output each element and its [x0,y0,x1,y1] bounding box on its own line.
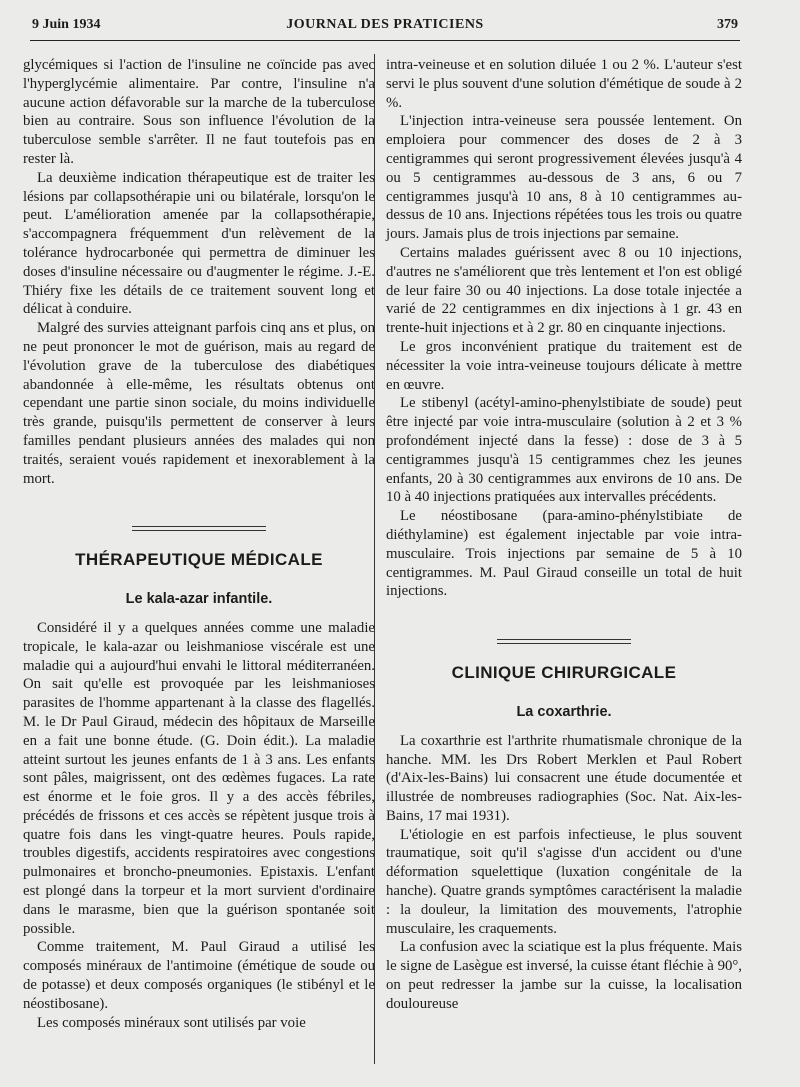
paragraph: Malgré des survies atteignant parfois cinq ans et plus, on ne peut prononcer le mot de guérison, mais au regard de l'évolution grave de la tuberculose des diabétiques abandonnée à elle-même, les résultats obtenus ont cependant une partie sinon sociale, du moins individuelle très grande, puisqu'ils permettent de conserver à leurs familles pendant plusieurs années des malades qui non traités, seraient voués rapidement et inexorablement à la mort. [23,320,375,487]
paragraph: intra-veineuse et en solution diluée 1 ou 2 %. L'auteur s'est servi le plus souvent d'une solution d'émétique de soude à 2 %. [386,57,742,111]
paragraph: Les composés minéraux sont utilisés par voie [37,1014,306,1031]
article-title: La coxarthrie. [516,703,612,720]
paragraph: L'injection intra-veineuse sera poussée lentement. On emploiera pour commencer des doses de 2 à 3 centigrammes qui seront progressivement élevées jusqu'à 4 ou 5 centigrammes au-dessous de 3 ans, 6 ou 7 centigrammes jusqu'à 10 ans, 8 à 10 centigrammes au-dessus de 10 ans. Injections répétées tous les trois ou quatre jours. Jamais plus de trois injections par semaine. [386,113,742,243]
left-column [23,56,375,1032]
paragraph: Le néostibosane (para-amino-phénylstibiate de diéthylamine) est également injectable par voie intra-musculaire. Trois injections par semaine de 5 à 10 centigrammes. M. Paul Giraud conseille un total de huit injections. [386,508,742,600]
article-title: Le kala-azar infantile. [125,591,273,608]
page-number: 379 [717,17,738,32]
journal-title: JOURNAL DES PRATICIENS [286,17,484,32]
page-header [30,14,740,41]
right-column [386,56,742,1014]
paragraph: Certains malades guérissent avec 8 ou 10 injections, d'autres ne s'améliorent que très lentement et l'on est obligé de leur faire 30 ou 40 injections. La dose totale injectée a varié de 22 centigrammes en dix injections à 1 gr. 43 en trente-huit injections et à 2 gr. 80 en cinquante injections. [386,244,742,337]
section-rule [497,639,631,644]
paragraph: La coxarthrie est l'arthrite rhumatismale chronique de la hanche. MM. les Drs Robert Merklen et Paul Robert (d'Aix-les-Bains) lui consacrent une étude documentée et illustrée de nombreuses radiographies (Soc. Nat. Aix-les-Bains, 17 mai 1931). [386,732,742,824]
paragraph: Comme traitement, M. Paul Giraud a utilisé les composés minéraux de l'antimoine (émétique de soude ou de potasse) et deux composés organiques (le stibényl et le néostibosane). [23,939,375,1012]
section-rule [132,526,266,531]
section-title: CLINIQUE CHIRURGICALE [451,663,677,683]
paragraph: glycémiques si l'action de l'insuline ne coïncide pas avec l'hyperglycémie alimentaire. Par contre, l'insuline n'a aucune action défavorable sur la marche de la tuberculose bien au contraire. Sous son influence l'évolution de la tuberculose semble s'arrêter. Il ne faut toutefois pas en rester là. [23,57,375,167]
paragraph: Le gros inconvénient pratique du traitement est de nécessiter la voie intra-veineuse toujours délicate à mettre en œuvre. [386,338,742,393]
paragraph: La confusion avec la sciatique est la plus fréquente. Mais le signe de Lasègue est inversé, la cuisse étant fléchie à 90°, on peut redresser la jambe sur la cuisse, la localisation douloureuse [386,939,742,1012]
paragraph: Le stibenyl (acétyl-amino-phenylstibiate de soude) peut être injecté par voie intra-musculaire (solution à 2 et 3 % profondément injecté dans la fesse) : dose de 3 à 5 centigrammes jusqu'à 15 centigrammes chez les jeunes enfants, 20 à 30 centigrammes aux environs de 10 ans. De 10 à 40 injections pratiquées aux intervalles précédents. [386,395,742,506]
paragraph: Considéré il y a quelques années comme une maladie tropicale, le kala-azar ou leishmaniose viscérale est une maladie qui a aujourd'hui envahi le littoral méditerranéen. On sait qu'elle est provoquée par les leishmanioses parasites de l'homme appartenant à la classe des flagellés. M. le Dr Paul Giraud, médecin des hôpitaux de Marseille en a fait une bonne étude. (G. Doin édit.). La maladie atteint surtout les jeunes enfants de 1 à 3 ans. Les enfants sont pâles, maigrissent, ont des œdèmes fugaces. La rate est énorme et le foie gros. Il y a des accès fébriles, précédés de frissons et ces accès se répètent jusque trois à quatre fois dans les vingt-quatre heures. Pouls rapide, troubles digestifs, accidents respiratoires avec congestions pulmonaires et broncho-pneumonies. Epistaxis. L'enfant est plongé dans la torpeur et la mort survient d'ordinaire dans le marasme, bien que la guérison spontanée soit possible. [23,619,375,937]
paragraph: La deuxième indication thérapeutique est de traiter les lésions par collapsothérapie uni ou bilatérale, lorsqu'on le peut. L'amélioration amenée par la collapsothérapie, s'accompagnera fréquemment d'un relèvement de la tolérance hydrocarbonée qui permettra de diminuer les doses d'insuline nécessaire ou d'augmenter le régime. J.-E. Thiéry fixe les détails de ce traitement souvent long et délicat à conduire. [23,169,375,318]
paragraph: L'étiologie en est parfois infectieuse, le plus souvent traumatique, soit qu'il s'agisse d'un accident ou d'une déformation squelettique (luxation congénitale de la hanche). Quatre grands symptômes caractérisent la maladie : la douleur, la limitation des mouvements, l'atrophie musculaire, les craquements. [386,826,742,937]
issue-date: 9 Juin 1934 [32,17,101,32]
section-title: THÉRAPEUTIQUE MÉDICALE [75,550,323,570]
